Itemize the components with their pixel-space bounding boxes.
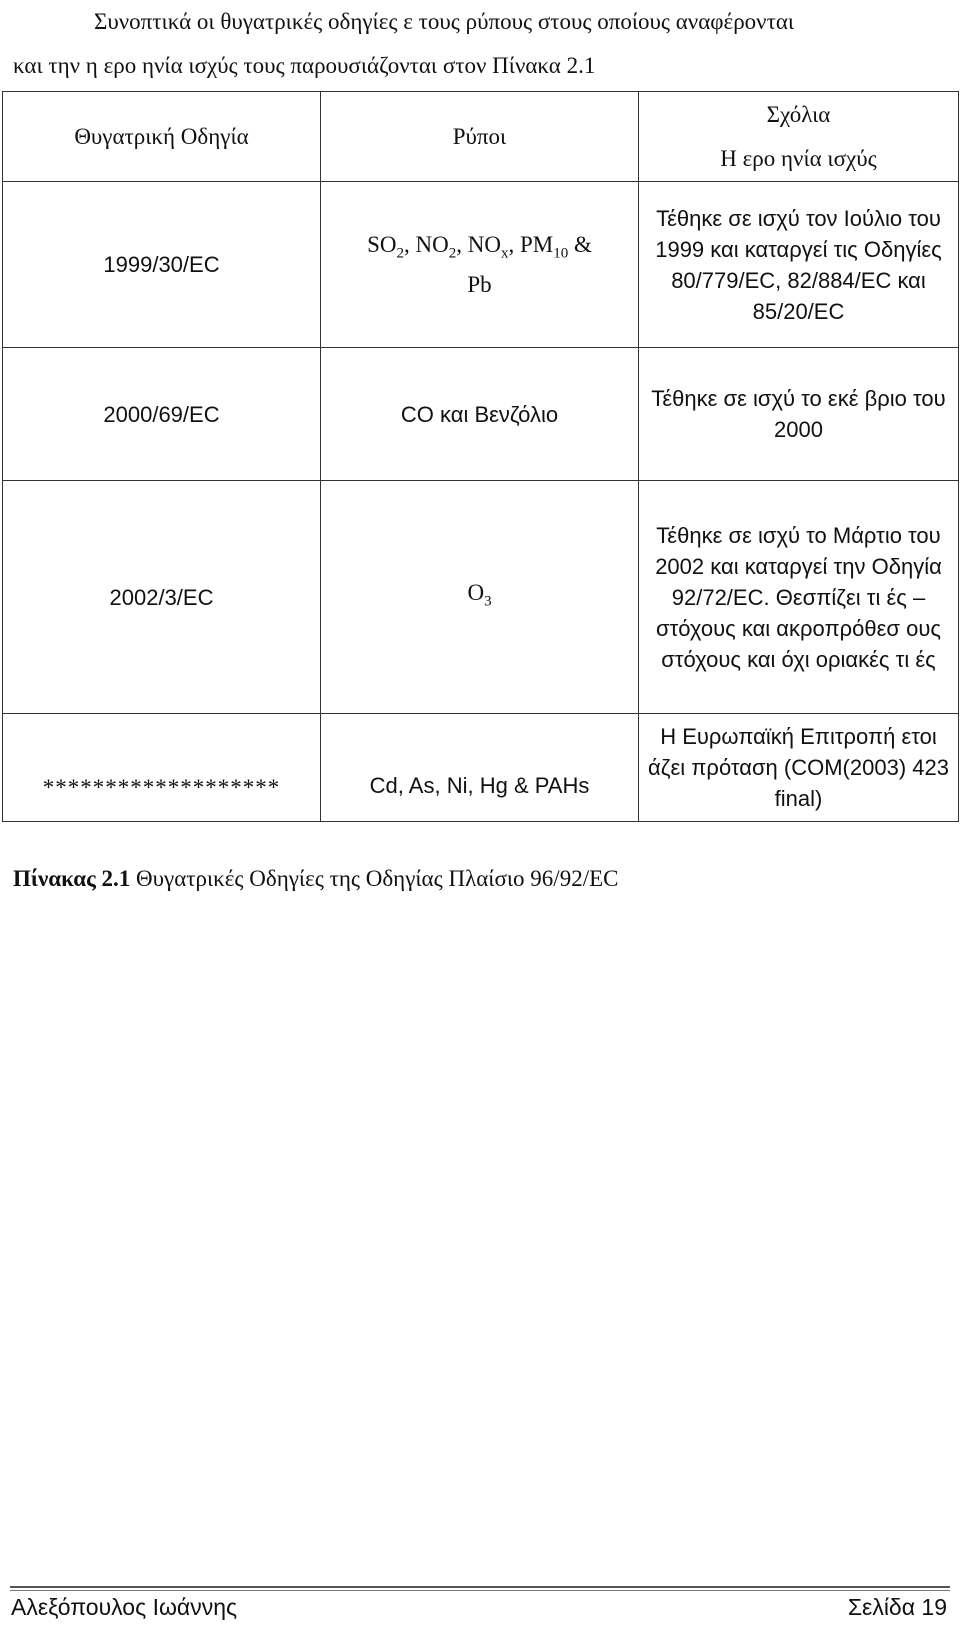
- table-header-row: [3, 92, 959, 182]
- directive-cell: 1999/30/EC: [3, 182, 321, 348]
- pollutants-text: $SO_2$, $NO_2$, $NO_x$, $PM_{10}$ & Pb: [367, 231, 592, 298]
- pollutants-cell: [321, 481, 639, 714]
- footer-author: Αλεξόπουλος Ιωάννης: [11, 1594, 238, 1620]
- intro-line-2: και την η ερο ηνία ισχύς τους παρουσιάζονται στον Πίνακα 2.1: [13, 53, 596, 78]
- directive-cell: 2000/69/EC: [3, 348, 321, 481]
- intro-line-1: Συνοπτικά οι θυγατρικές οδηγίες ε τους ρύπους στους οποίους αναφέρονται: [94, 9, 795, 34]
- table-row: [3, 182, 959, 348]
- table-row: [3, 348, 959, 481]
- comments-cell: Τέθηκε σε ισχύ το εκέ βριο του 2000: [639, 348, 959, 481]
- directives-table: [2, 91, 959, 822]
- table-caption: [13, 866, 618, 892]
- comments-cell: Τέθηκε σε ισχύ τον Ιούλιο του 1999 και καταργεί τις Οδηγίες 80/779/EC, 82/884/EC και 85/20/EC: [639, 182, 959, 348]
- table-row: [3, 714, 959, 822]
- directive-cell: *******************: [3, 714, 321, 822]
- pollutants-cell: Cd, As, Ni, Hg & PAHs: [321, 714, 639, 822]
- header-comments-title: Σχόλια: [766, 101, 831, 127]
- footer-divider: [10, 1586, 950, 1588]
- comments-cell: Η Ευρωπαϊκή Επιτροπή ετοι άζει πρόταση (COM(2003) 423 final): [639, 714, 959, 822]
- header-comments: [639, 92, 959, 182]
- footer-divider-thin: [10, 1590, 950, 1591]
- header-directive: Θυγατρική Οδηγία: [3, 92, 321, 182]
- caption-text: Θυγατρικές Οδηγίες της Οδηγίας Πλαίσιο 96/92/EC: [130, 866, 619, 891]
- header-pollutants: Ρύποι: [321, 92, 639, 182]
- footer-page-number: Σελίδα 19: [847, 1594, 947, 1620]
- pollutants-cell: [321, 182, 639, 348]
- directive-cell: 2002/3/EC: [3, 481, 321, 714]
- pollutants-text: $O_3$: [467, 579, 492, 610]
- table-row: [3, 481, 959, 714]
- header-comments-date: Η ερο ηνία ισχύς: [720, 145, 877, 171]
- caption-label: Πίνακας 2.1: [13, 866, 131, 891]
- pollutants-cell: CO και Βενζόλιο: [321, 348, 639, 481]
- intro-paragraph: [13, 0, 948, 88]
- comments-cell: Τέθηκε σε ισχύ το Μάρτιο του 2002 και καταργεί την Οδηγία 92/72/EC. Θεσπίζει τι ές – στόχους και ακροπρόθεσ ους στόχους και όχι οριακές τι ές: [639, 481, 959, 714]
